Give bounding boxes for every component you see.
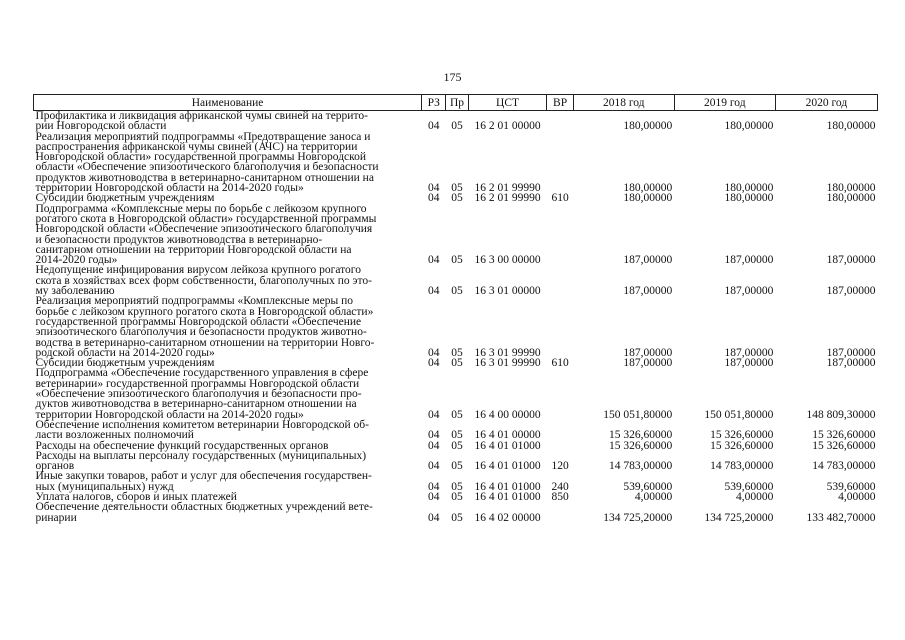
row-rz: 04 — [428, 460, 440, 473]
column-header-2018: 2018 год — [573, 95, 674, 111]
row-amount-2018: 15 326,60000 — [609, 429, 673, 442]
row-cst: 16 4 00 00000 — [474, 408, 541, 421]
row-cst: 16 3 01 99990 — [474, 357, 541, 370]
row-amount-2018: 15 326,60000 — [609, 439, 673, 452]
column-header-vr: ВР — [547, 95, 573, 111]
row-cst: 16 3 00 00000 — [474, 254, 541, 267]
column-header-rz: РЗ — [422, 95, 446, 111]
row-amount-2020: 133 482,70000 — [806, 511, 876, 524]
row-name: Уплата налогов, сборов и иных платежей — [35, 490, 237, 503]
row-pr: 05 — [451, 429, 463, 442]
row-vr — [547, 502, 573, 523]
row-vr — [547, 132, 573, 194]
row-cst: 16 4 01 01000 — [474, 439, 541, 452]
row-vr: 850 — [551, 490, 569, 503]
row-pr: 05 — [451, 285, 463, 298]
row-vr — [547, 441, 573, 451]
row-amount-2020: 180,00000 — [826, 120, 876, 133]
row-amount-2019: 15 326,60000 — [710, 429, 774, 442]
row-vr — [547, 111, 573, 132]
page-number: 175 — [443, 70, 462, 84]
row-amount-2018: 180,00000 — [623, 120, 673, 133]
row-vr: 610 — [551, 192, 569, 205]
row-amount-2019: 180,00000 — [724, 120, 774, 133]
row-pr: 05 — [451, 254, 463, 267]
row-name: Недопущение инфицирования вирусом лейкоза крупного рогатого скота в хозяйствах всех форм собственности, благополучных по это- му заболеванию — [35, 264, 372, 298]
column-header-pr: Пр — [446, 95, 468, 111]
row-name: Субсидии бюджетным учреждениям — [35, 357, 215, 370]
table-row — [34, 471, 878, 492]
row-amount-2020: 180,00000 — [826, 182, 876, 195]
row-name: Подпрограмма «Комплексные меры по борьбе с лейкозом крупного рогатого скота в Новгородской области» государственной программы Новгородской области «Обеспечение эпизоотического благополучия и безопасности продуктов животноводства в ветеринарно- санитарном отношении на территории Новгородской области на 2014-2020 годы» — [35, 202, 377, 267]
row-pr: 05 — [451, 439, 463, 452]
table-row — [34, 420, 878, 441]
row-pr: 05 — [451, 346, 463, 359]
row-amount-2018: 4,00000 — [634, 490, 673, 503]
row-amount-2020: 539,60000 — [826, 480, 876, 493]
row-amount-2018: 187,00000 — [623, 254, 673, 267]
row-rz: 04 — [428, 408, 440, 421]
row-amount-2020: 187,00000 — [826, 346, 876, 359]
row-amount-2018: 187,00000 — [623, 285, 673, 298]
table-row — [34, 296, 878, 358]
row-pr: 05 — [451, 182, 463, 195]
row-rz: 04 — [428, 439, 440, 452]
row-amount-2018: 187,00000 — [623, 357, 673, 370]
row-amount-2019: 14 783,00000 — [710, 460, 774, 473]
row-amount-2019: 187,00000 — [724, 254, 774, 267]
row-amount-2018: 180,00000 — [623, 192, 673, 205]
row-amount-2020: 148 809,30000 — [806, 408, 876, 421]
row-pr: 05 — [451, 511, 463, 524]
row-amount-2019: 539,60000 — [724, 480, 774, 493]
row-vr: 120 — [551, 460, 569, 473]
row-amount-2019: 187,00000 — [724, 346, 774, 359]
row-amount-2020: 187,00000 — [826, 285, 876, 298]
column-header-2019: 2019 год — [674, 95, 775, 111]
row-amount-2018: 134 725,20000 — [603, 511, 673, 524]
table-row — [34, 368, 878, 419]
row-cst: 16 2 01 00000 — [474, 120, 541, 133]
row-vr: 240 — [551, 480, 569, 493]
row-pr: 05 — [451, 120, 463, 133]
column-header-name: Наименование — [34, 95, 422, 111]
column-header-2020: 2020 год — [775, 95, 877, 111]
row-rz: 04 — [428, 480, 440, 493]
row-pr: 05 — [451, 192, 463, 205]
row-amount-2019: 180,00000 — [724, 192, 774, 205]
row-amount-2019: 4,00000 — [735, 490, 774, 503]
row-vr — [547, 420, 573, 441]
row-pr: 05 — [451, 357, 463, 370]
row-name: Обеспечение деятельности областных бюджетных учреждений вете- ринарии — [35, 501, 373, 524]
row-cst: 16 2 01 99990 — [474, 182, 541, 195]
row-amount-2019: 180,00000 — [724, 182, 774, 195]
row-vr — [547, 204, 573, 266]
row-pr: 05 — [451, 460, 463, 473]
table-row — [34, 451, 878, 472]
row-vr — [547, 296, 573, 358]
table-row — [34, 502, 878, 523]
table-row — [34, 204, 878, 266]
row-rz: 04 — [428, 429, 440, 442]
row-cst: 16 4 02 00000 — [474, 511, 541, 524]
row-name: Обеспечение исполнения комитетом ветеринарии Новгородской об- ласти возложенных полномочий — [35, 418, 369, 442]
row-pr: 05 — [451, 490, 463, 503]
table-body — [34, 111, 878, 523]
row-vr — [547, 368, 573, 419]
row-amount-2020: 180,00000 — [826, 192, 876, 205]
row-rz: 04 — [428, 511, 440, 524]
table-row — [34, 132, 878, 194]
row-cst: 16 4 01 01000 — [474, 480, 541, 493]
row-name: Расходы на выплаты персоналу государственных (муниципальных) органов — [35, 449, 367, 473]
row-amount-2020: 187,00000 — [826, 357, 876, 370]
row-cst: 16 4 01 01000 — [474, 460, 541, 473]
row-cst: 16 2 01 99990 — [474, 192, 541, 205]
row-rz: 04 — [428, 285, 440, 298]
row-amount-2019: 187,00000 — [724, 285, 774, 298]
row-rz: 04 — [428, 254, 440, 267]
row-amount-2018: 150 051,80000 — [603, 408, 673, 421]
row-amount-2019: 150 051,80000 — [704, 408, 774, 421]
budget-table — [33, 94, 878, 523]
column-header-cst: ЦСТ — [468, 95, 547, 111]
row-name: Реализация мероприятий подпрограммы «Комплексные меры по борьбе с лейкозом крупного рогатого скота в Новгородской области» государственной программы Новгородской области «Обеспечение эпизоотического благополучия и безопасности продуктов животно- водства в ветеринарно-санитарном отношении на территории Новго- родской области на 2014-2020 годы» — [35, 295, 375, 359]
row-amount-2020: 15 326,60000 — [812, 439, 876, 452]
row-rz: 04 — [428, 120, 440, 133]
row-amount-2018: 14 783,00000 — [609, 460, 673, 473]
row-name: Реализация мероприятий подпрограммы «Предотвращение заноса и распространения африканской чумы свиней (АЧС) на территории Новгородской области» государственной программы Новгородской области «Обеспечение эпизоотического благополучия и безопасности продуктов животноводства в ветеринарно-санитарном отношении на территории Новгородской области на 2014-2020 годы» — [35, 130, 379, 195]
row-cst: 16 3 01 00000 — [474, 285, 541, 298]
row-cst: 16 4 01 01000 — [474, 490, 541, 503]
row-rz: 04 — [428, 357, 440, 370]
row-vr: 610 — [551, 357, 569, 370]
row-cst: 16 4 01 00000 — [474, 429, 541, 442]
row-name: Расходы на обеспечение функций государственных органов — [35, 439, 329, 452]
table-header — [34, 95, 878, 111]
row-rz: 04 — [428, 346, 440, 359]
row-name: Профилактика и ликвидация африканской чумы свиней на террито- рии Новгородской области — [35, 110, 368, 133]
row-pr: 05 — [451, 408, 463, 421]
row-amount-2018: 539,60000 — [623, 480, 673, 493]
row-amount-2020: 14 783,00000 — [812, 460, 876, 473]
row-amount-2020: 4,00000 — [838, 490, 876, 503]
row-name: Иные закупки товаров, работ и услуг для обеспечения государствен- ных (муниципальных) нужд — [35, 470, 372, 493]
row-amount-2019: 187,00000 — [724, 357, 774, 370]
table-row — [34, 265, 878, 296]
row-name: Подпрограмма «Обеспечение государственного управления в сфере ветеринарии» государственной программы Новгородской области «Обеспечение эпизоотического благополучия и безопасности про- дуктов животноводства в ветеринарно-санитарном отношении на территории Новгородской области на 2014-2020 годы» — [35, 367, 369, 421]
row-amount-2020: 15 326,60000 — [812, 429, 876, 442]
table-row — [34, 111, 878, 132]
row-vr — [547, 265, 573, 296]
row-rz: 04 — [428, 192, 440, 205]
row-amount-2019: 15 326,60000 — [710, 439, 774, 452]
row-pr: 05 — [451, 480, 463, 493]
row-rz: 04 — [428, 182, 440, 195]
row-amount-2018: 180,00000 — [623, 182, 673, 195]
row-amount-2020: 187,00000 — [826, 254, 876, 267]
row-amount-2019: 134 725,20000 — [704, 511, 774, 524]
row-name: Субсидии бюджетным учреждениям — [35, 192, 215, 205]
row-amount-2018: 187,00000 — [623, 346, 673, 359]
row-rz: 04 — [428, 490, 440, 503]
row-cst: 16 3 01 99990 — [474, 346, 541, 359]
